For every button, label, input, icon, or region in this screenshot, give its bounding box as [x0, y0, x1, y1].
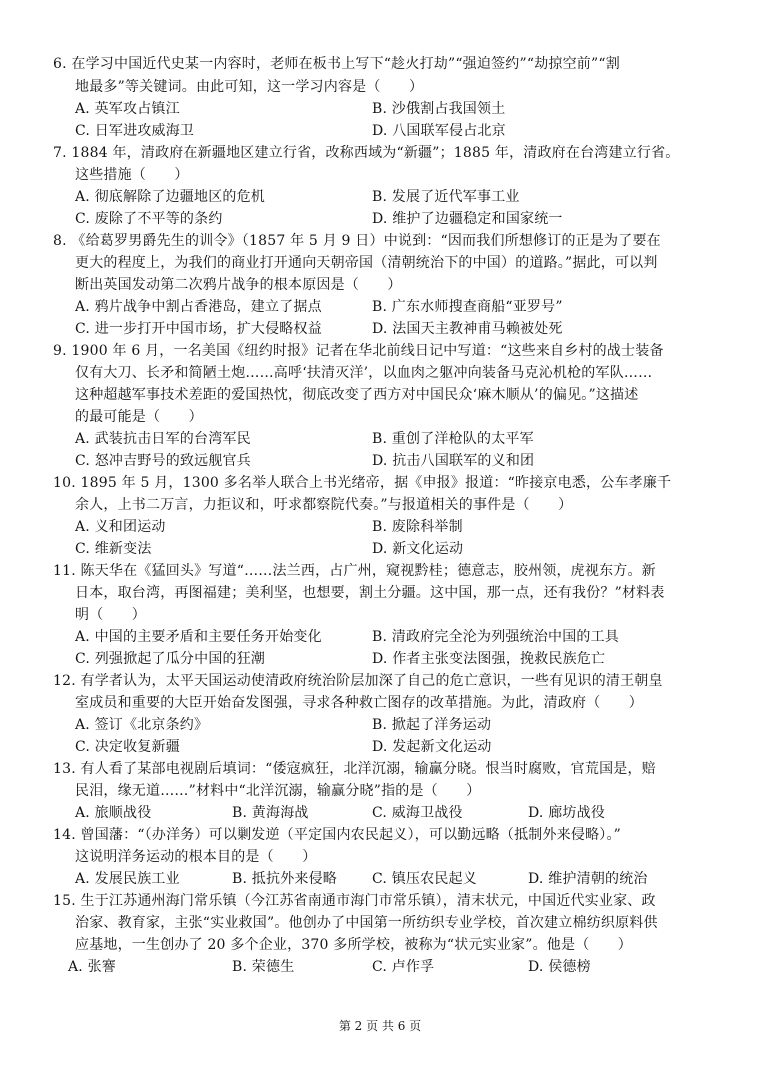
question-14-stem-line-1: 14. 曾国藩：“（办洋务）可以剿发逆（平定国内农民起义），可以勤远略（抵制外来侵略）。”	[53, 827, 622, 843]
option-d: D. 维护了边疆稳定和国家统一	[372, 211, 563, 227]
question-6-stem-line-2: 地最多”等关键词。由此可知，这一学习内容是（ ）	[75, 79, 424, 95]
option-c: C. 日军进攻威海卫	[75, 123, 195, 139]
option-b: B. 广东水师搜查商船“亚罗号”	[372, 299, 563, 315]
option-d: D. 八国联军侵占北京	[372, 123, 506, 139]
option-d: D. 维护清朝的统治	[528, 871, 648, 887]
option-d: D. 新文化运动	[372, 541, 464, 557]
option-c: C. 进一步打开中国市场，扩大侵略权益	[75, 321, 322, 337]
question-9-stem-line-4: 的最可能是（ ）	[75, 409, 203, 425]
question-6-options-row-2	[0, 120, 760, 142]
question-10-options-row-2	[0, 538, 760, 560]
question-8-options-row-2	[0, 318, 760, 340]
option-b: B. 荣德生	[232, 959, 295, 975]
option-b: B. 清政府完全沦为列强统治中国的工具	[372, 629, 619, 645]
question-14-options-row	[0, 868, 760, 890]
option-a: A. 张謇	[68, 959, 117, 975]
question-10-stem-line-1: 10. 1895 年 5 月，1300 多名举人联合上书光绪帝，据《申报》报道：“昨接京电悉，公车孝廉千	[53, 475, 672, 491]
option-b: B. 发展了近代军事工业	[372, 189, 520, 205]
option-b: B. 沙俄割占我国领土	[372, 101, 506, 117]
question-11-options-row-1	[0, 626, 760, 648]
question-6-stem-line-1: 6. 在学习中国近代史某一内容时，老师在板书上写下“趁火打劫”“强迫签约”“劫掠空前”“割	[53, 56, 620, 72]
question-13-options-row	[0, 802, 760, 824]
question-13-stem-line-1: 13. 有人看了某部电视剧后填词：“倭寇疯狂，北洋沉溺，输赢分晓。恨当时腐败，官荒国是，赔	[53, 761, 656, 777]
question-11-stem-line-3: 明（ ）	[75, 607, 146, 623]
question-15-stem-line-3: 应基地，一生创办了 20 多个企业，370 多所学校，被称为“状元实业家”。他是（ ）	[75, 937, 632, 953]
option-a: A. 彻底解除了边疆地区的危机	[75, 189, 266, 205]
question-7-options-row-2	[0, 208, 760, 230]
option-b: B. 废除科举制	[372, 519, 463, 535]
question-11-stem-line-2: 日本，取台湾，再图福建；美利坚，也想要，割土分疆。这中国，那一点，还有我份？”材料表	[75, 585, 665, 601]
question-10-stem-line-2: 余人，上书二万言，力拒议和，吁求都察院代奏。”与报道相关的事件是（ ）	[75, 497, 573, 513]
option-c: C. 废除了不平等的条约	[75, 211, 223, 227]
question-12-stem-line-2: 室成员和重要的大臣开始奋发图强，寻求各种救亡图存的改革措施。为此，清政府（ ）	[75, 695, 643, 711]
question-12-options-row-2	[0, 736, 760, 758]
option-a: A. 旅顺战役	[75, 805, 152, 821]
option-a: A. 发展民族工业	[75, 871, 180, 887]
question-8-stem-line-3: 断出英国发动第二次鸦片战争的根本原因是（ ）	[75, 277, 402, 293]
option-a: A. 武装抗击日军的台湾军民	[75, 431, 251, 447]
option-d: D. 法国天主教神甫马赖被处死	[372, 321, 563, 337]
question-14-stem-line-2: 这说明洋务运动的根本目的是（ ）	[75, 849, 317, 865]
question-8-options-row-1	[0, 296, 760, 318]
question-12-stem-line-1: 12. 有学者认为，太平天国运动使清政府统治阶层加深了自己的危亡意识，一些有见识的清王朝皇	[53, 673, 663, 689]
question-7-stem-line-1: 7. 1884 年，清政府在新疆地区建立行省，改称西域为“新疆”；1885 年，清政府在台湾建立行省。	[53, 145, 680, 161]
option-c: C. 决定收复新疆	[75, 739, 180, 755]
option-b: B. 黄海海战	[232, 805, 309, 821]
question-7-stem-line-2: 这些措施（ ）	[75, 167, 189, 183]
option-b: B. 掀起了洋务运动	[372, 717, 492, 733]
option-c: C. 列强掀起了瓜分中国的狂潮	[75, 651, 266, 667]
option-d: D. 作者主张变法图强，挽救民族危亡	[372, 651, 606, 667]
option-c: C. 威海卫战役	[372, 805, 463, 821]
page-number-footer: 第 2 页 共 6 页	[338, 1019, 422, 1033]
option-d: D. 抗击八国联军的义和团	[372, 453, 535, 469]
option-d: D. 廊坊战役	[528, 805, 606, 821]
option-c: C. 怒冲吉野号的致远舰官兵	[75, 453, 251, 469]
question-9-options-row-1	[0, 428, 760, 450]
option-b: B. 重创了洋枪队的太平军	[372, 431, 534, 447]
question-12-options-row-1	[0, 714, 760, 736]
option-a: A. 签订《北京条约》	[75, 717, 209, 733]
question-11-stem-line-1: 11. 陈天华在《猛回头》写道“……法兰西，占广州，窥视黔桂；德意志，胶州领，虎视东方。新	[53, 563, 656, 579]
option-d: D. 发起新文化运动	[372, 739, 492, 755]
question-9-stem-line-3: 这种超越军事技术差距的爱国热忱，彻底改变了西方对中国民众‘麻木顺从’的偏见。”这描述	[75, 387, 639, 403]
question-6-options-row-1	[0, 98, 760, 120]
option-d: D. 侯德榜	[528, 959, 591, 975]
question-15-stem-line-1: 15. 生于江苏通州海门常乐镇（今江苏省南通市海门市常乐镇），清末状元，中国近代实业家、政	[53, 893, 656, 909]
option-c: C. 卢作孚	[372, 959, 435, 975]
option-a: A. 中国的主要矛盾和主要任务开始变化	[75, 629, 322, 645]
question-9-options-row-2	[0, 450, 760, 472]
question-10-options-row-1	[0, 516, 760, 538]
question-9-stem-line-2: 仅有大刀、长矛和简陋土炮……高呼‘扶清灭洋’，以血肉之躯冲向装备马克沁机枪的军队……	[75, 365, 653, 381]
option-a: A. 英军攻占镇江	[75, 101, 180, 117]
option-a: A. 义和团运动	[75, 519, 166, 535]
option-c: C. 镇压农民起义	[372, 871, 477, 887]
question-15-options-row	[0, 956, 760, 978]
question-7-options-row-1	[0, 186, 760, 208]
option-c: C. 维新变法	[75, 541, 152, 557]
question-15-stem-line-2: 治家、教育家，主张“实业救国”。他创办了中国第一所纺织专业学校，首次建立棉纺织原料供	[75, 915, 658, 931]
option-a: A. 鸦片战争中割占香港岛，建立了据点	[75, 299, 322, 315]
option-b: B. 抵抗外来侵略	[232, 871, 337, 887]
question-11-options-row-2	[0, 648, 760, 670]
question-9-stem-line-1: 9. 1900 年 6 月，一名美国《纽约时报》记者在华北前线日记中写道：“这些来自乡村的战士装备	[53, 343, 664, 359]
question-8-stem-line-2: 更大的程度上，为我们的商业打开通向天朝帝国（清朝统治下的中国）的道路。”据此，可以判	[75, 255, 658, 271]
question-8-stem-line-1: 8. 《给葛罗男爵先生的训令》（1857 年 5 月 9 日）中说到：“因而我们所想修订的正是为了要在	[53, 233, 661, 249]
question-13-stem-line-2: 民泪，缘无道……”材料中“北洋沉溺，输赢分晓”指的是（ ）	[75, 783, 481, 799]
